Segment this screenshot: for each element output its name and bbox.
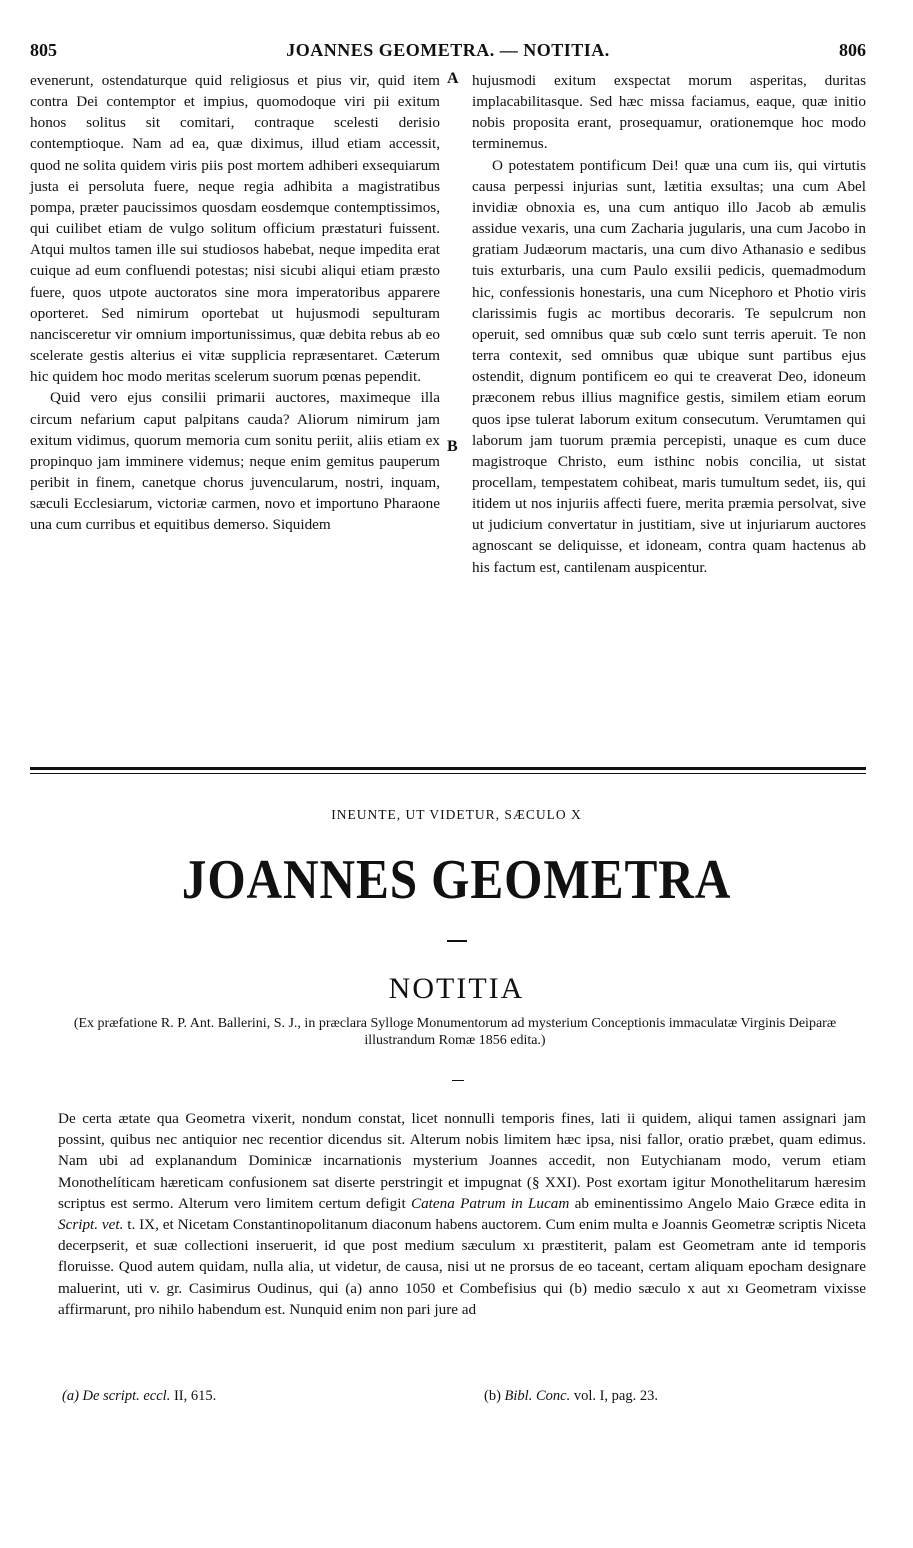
page-number-left: 805 <box>30 40 57 60</box>
running-header <box>30 40 866 64</box>
subtitle: NOTITIA <box>388 972 525 1005</box>
right-column <box>472 70 866 578</box>
body-paragraph <box>58 1108 866 1320</box>
divider-thin <box>30 773 866 774</box>
footnote-a-title: De script. eccl. <box>82 1388 171 1404</box>
left-column <box>30 70 440 535</box>
running-title: JOANNES GEOMETRA. — NOTITIA. <box>286 40 610 60</box>
source-note: (Ex præfatione R. P. Ant. Ballerini, S. J., in præclara Sylloge Monumentorum ad mysterium Conceptionis immaculatæ Virginis Deiparæ illustrandum Romæ 1856 edita.) <box>73 1016 837 1048</box>
footnote-a <box>62 1388 216 1405</box>
left-paragraph-2: Quid vero ejus consilii primarii auctores, maximeque illa circum nefarium caput palpitans cauda? Aliorum nimirum jam exitum vidimus, quorum memoria cum sonitu periit, aliis etiam ex propinquo jam imminere videmus; neque enim gemitus pauperum peribit in finem, canetque chorus juvencularum, nostri, inquam, sæculi Ecclesiarum, victoriæ carmen, novo et importuno Pharaone una cum curribus et equitibus demerso. Siquidem <box>30 389 440 534</box>
small-dash <box>452 1080 464 1081</box>
notitia-body <box>58 1108 866 1320</box>
footnote-b <box>484 1388 658 1405</box>
footnote-a-mark: (a) <box>62 1388 79 1404</box>
script-vet-ref: Script. vet. <box>58 1216 124 1234</box>
page-number-right: 806 <box>839 40 866 60</box>
body-text-2: ab eminentissimo Angelo Maio Græce edita in <box>574 1194 867 1212</box>
title-dash <box>447 940 467 942</box>
body-text-3: t. IX, et Nicetam Constantinopolitanum diaconum habens auctorem. Cum enim multa e Joannis Geometræ scriptis Niceta decerpserit, et suæ collectioni inseruerit, id que post medium sæculum xı præstiterit, palam est Geometram ante id temporis floruisse. Quod autem quidam, nulla alia, ut videtur, de causa, nisi ut ne prorsus de eo taceant, certam aliquam epocham designare maluerint, uti v. gr. Casimirus Oudinus, qui (a) anno 1050 et Combefisius qui (b) medio sæculo x aut xı Geometram vixisse affirmarunt, pro nihilo habendum est. Nunquid enim non pari jure ad <box>58 1216 866 1318</box>
left-paragraph-1: evenerunt, ostendaturque quid religiosus et pius vir, quid item contra Dei contemptor et impius, quomodoque viri pii exitum honos solitus sit comitari, contraque scelesti derisio contemptioque. Nam ad ea, quæ diximus, illud etiam accessit, quod ne solita quidem viris piis post mortem adhiberi exsequiarum justa ei persoluta fuere, neque regia adhibita a magistratibus pompa, præter paucissimos quosdam eosdemque contemptissimos, qui cuilibet etiam de vulgo solitum officium præstaturi fuissent. Atqui multos tamen ille sui studiosos habebat, neque impedita erat cuique ad eum confluendi potestas; nisi sicubi aliqui etiam præsto fuere, quos utpote auctoratos sine mora imperatoribus apparere oporteret. Sed nimirum oportebat ut hujusmodi sepulturam nancisceretur vir omnium importunissimus, quæ debita rebus ab eo scelerate gestis alterius ei vitæ supplicia repræsentaret. Cæterum hic quidem hoc modo meritas scelerum suorum pœnas pependit. <box>30 72 440 386</box>
footnote-b-mark: (b) <box>484 1388 501 1404</box>
main-title: JOANNES GEOMETRA <box>181 849 732 911</box>
body-text-1: De certa ætate qua Geometra vixerit, nondum constat, licet nonnulli temporis fines, lati ii quidem, aliqui tamen assignari jam possint, quibus nec antiquior nec recentior dicendus sit. Alterum nobis limitem hæc ipsa, nisi fallor, oratio præbet, quam edimus. Nam ubi ad explanandum Dominicæ incarnationis mysterium Joannes accedit, non Eutychianam modo, verum etiam Monothelíticam hæreticam confusionem sat diserte perstringit et impugnat (§ XXI). Post exortam igitur Monothelitarum hæresim scriptus est sermo. Alterum vero limitem certum defigit <box>58 1110 866 1212</box>
section-marker-b: B <box>447 438 458 455</box>
footnote-b-title: Bibl. Conc. <box>504 1388 571 1404</box>
divider-thick <box>30 767 866 770</box>
catena-title: Catena Patrum in Lucam <box>410 1194 570 1212</box>
footnote-b-ref: vol. I, pag. 23. <box>573 1388 658 1404</box>
era-line: INEUNTE, UT VIDETUR, SÆCULO X <box>331 807 582 822</box>
section-marker-a: A <box>447 70 459 87</box>
footnote-a-ref: II, 615. <box>173 1388 217 1404</box>
right-paragraph-1: hujusmodi exitum exspectat morum asperitas, duritas implacabilitasque. Sed hæc missa faciamus, eaque, quæ initio nobis proposita erant, prosequamur, orationemque hoc modo terminemus. <box>472 72 866 153</box>
right-paragraph-2: O potestatem pontificum Dei! quæ una cum iis, qui virtutis causa perpessi injurias sunt, lætitia exsultas; una cum Abel invidiæ obnoxia es, una cum antiquo illo Jacob ab æmulis assidue vexaris, una cum Zacharia jugularis, una cum Jacobo in gratiam Judæorum mactaris, una cum divo Athanasio e sedibus tuis exturbaris, una cum Paulo exsilii pedicis, quemadmodum hic, confessionis honestaris, una cum Nicephoro et Photio viris clarissimis fugis ac mortibus decoraris. Te sepulcrum non operuit, sed omnibus quæ sub cœlo sunt terris aperuit. Te non terra contexit, sed omnibus quæ ubique sunt partibus ejus ostendit, dignum pontificem eo qui te creaverat Deo, idoneum præconem rebus illius magnifice gestis, similem etiam eorum quos ipse tulerat laborum exitum consecutum. Verumtamen qui laborum jam tuorum præmia percepisti, unaque es cum duce magistroque Christo, eum isthinc nobis concilia, ut sistat procellam, tempestatem cohibeat, maris tumultum sedet, iis, qui itidem ut nos injuriis affecti fuere, merita præmia persolvat, sive ut judicium convertatur in justitiam, sive ut injuriarum auctores agnoscant se deliquisse, et idoneam, contra quam hactenus ab his factum est, cantilenam auspicentur. <box>472 156 866 576</box>
